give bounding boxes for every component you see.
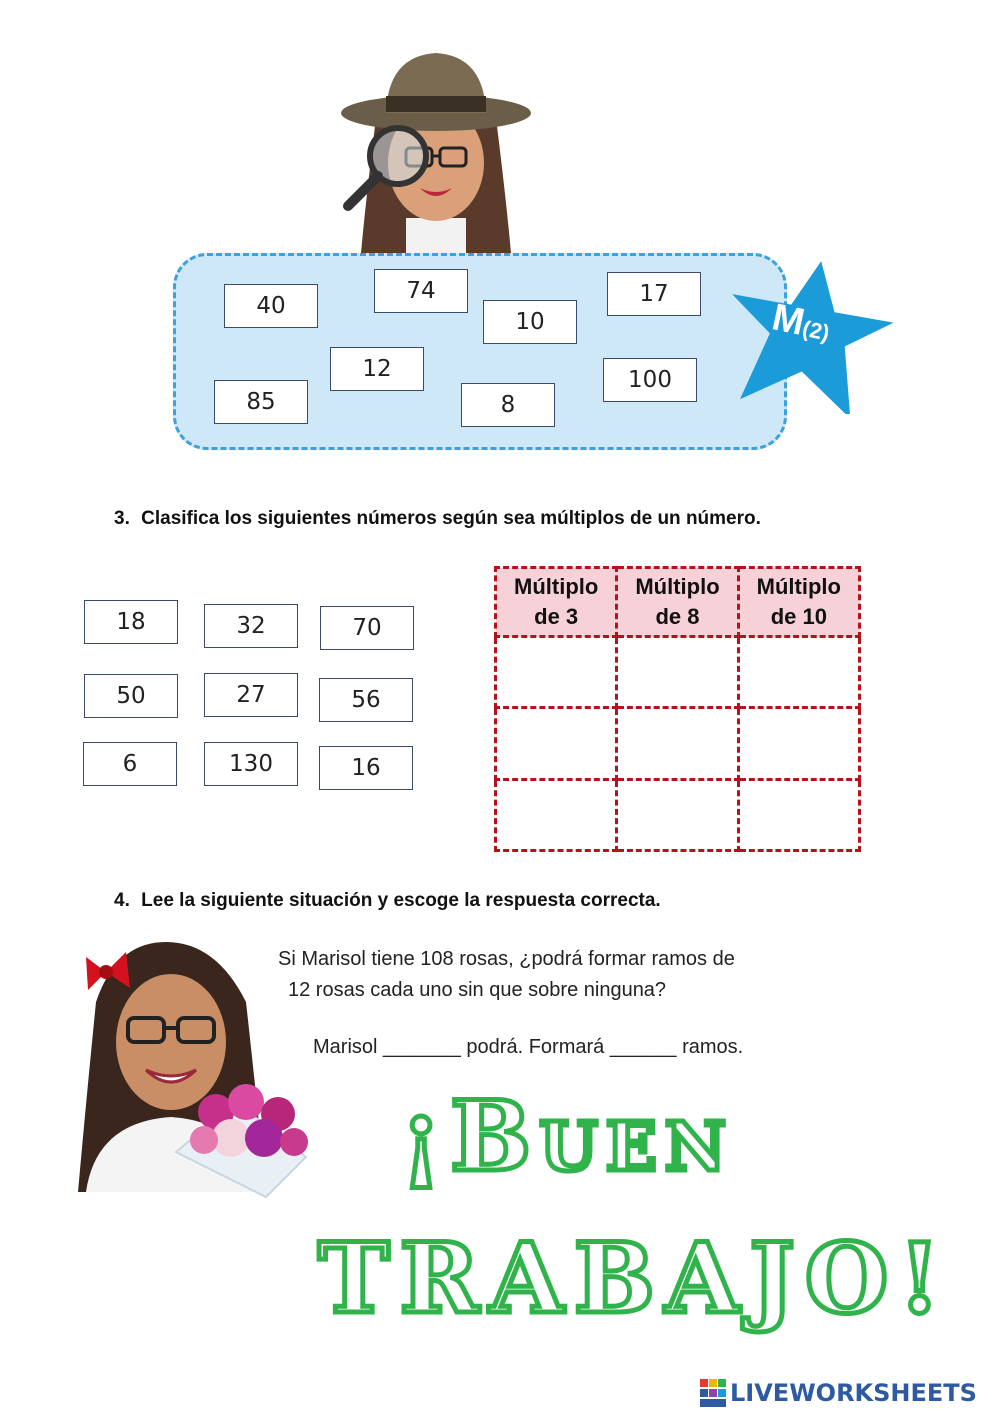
table-header-multiple-3 <box>496 568 617 637</box>
drop-cell[interactable] <box>617 708 738 779</box>
drop-cell[interactable] <box>496 779 617 850</box>
header-line: de 3 <box>534 604 579 629</box>
story-line-1: Si Marisol tiene 108 rosas, ¿podrá formar ramos de <box>278 948 735 970</box>
drop-cell[interactable] <box>738 637 859 708</box>
header-line: Múltiplo <box>635 574 720 599</box>
drop-cell[interactable] <box>617 779 738 850</box>
number-card[interactable]: 6 <box>83 742 177 786</box>
closing-line-1: ¡Buen <box>400 1080 735 1193</box>
answer-line: Marisol _______ podrá. Formará ______ ramos. <box>313 1036 744 1058</box>
header-line: de 10 <box>770 604 827 629</box>
number-card[interactable]: 12 <box>330 347 424 391</box>
number-card[interactable]: 32 <box>204 604 298 648</box>
number-card[interactable]: 27 <box>204 673 298 717</box>
question-number: 4. <box>114 890 130 911</box>
drop-cell[interactable] <box>738 779 859 850</box>
number-card[interactable]: 56 <box>319 678 413 722</box>
badge-letter: M <box>768 296 809 345</box>
number-card[interactable]: 130 <box>204 742 298 786</box>
number-card[interactable]: 70 <box>320 606 414 650</box>
header-line: Múltiplo <box>756 574 841 599</box>
drop-cell[interactable] <box>617 637 738 708</box>
number-card[interactable]: 50 <box>84 674 178 718</box>
drop-cell[interactable] <box>738 708 859 779</box>
brand-name: LIVEWORKSHEETS <box>730 1379 977 1407</box>
number-card[interactable]: 10 <box>483 300 577 344</box>
story-line-2: 12 rosas cada uno sin que sobre ninguna? <box>288 979 667 1001</box>
liveworksheets-mark <box>700 1379 726 1407</box>
detective-avatar <box>336 48 536 258</box>
drop-cell[interactable] <box>496 708 617 779</box>
number-card[interactable]: 40 <box>224 284 318 328</box>
header-line: Múltiplo <box>514 574 599 599</box>
number-card[interactable]: 85 <box>214 380 308 424</box>
number-card[interactable]: 100 <box>603 358 697 402</box>
badge-subscript: (2) <box>800 315 832 346</box>
number-card[interactable]: 74 <box>374 269 468 313</box>
liveworksheets-logo <box>700 1378 977 1408</box>
header-line: de 8 <box>655 604 700 629</box>
drop-cell[interactable] <box>496 637 617 708</box>
question-number: 3. <box>114 508 130 529</box>
question-4 <box>114 890 661 912</box>
table-header-multiple-8 <box>617 568 738 637</box>
number-card[interactable]: 8 <box>461 383 555 427</box>
number-card[interactable]: 18 <box>84 600 178 644</box>
table-header-multiple-10 <box>738 568 859 637</box>
number-card[interactable]: 16 <box>319 746 413 790</box>
question-text: Lee la siguiente situación y escoge la respuesta correcta. <box>141 890 661 911</box>
classification-table <box>494 566 861 852</box>
question-3 <box>114 508 761 530</box>
question-text: Clasifica los siguientes números según sea múltiplos de un número. <box>141 508 761 529</box>
girl-with-flowers-avatar <box>66 942 316 1202</box>
number-card[interactable]: 17 <box>607 272 701 316</box>
closing-line-2: TRABAJO! <box>318 1222 951 1335</box>
